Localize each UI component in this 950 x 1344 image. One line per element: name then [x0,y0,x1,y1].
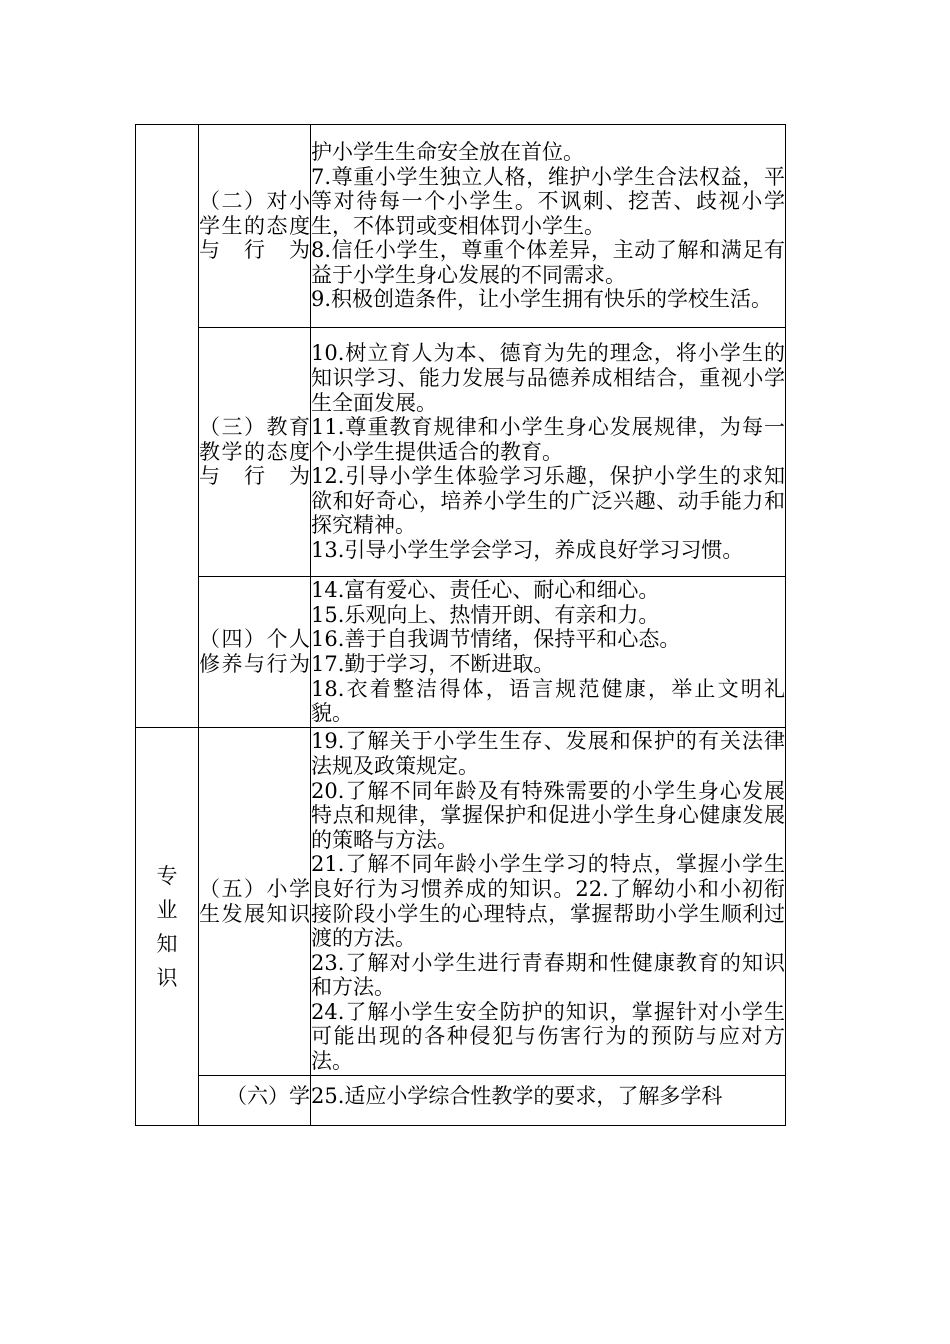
requirement-item: 24.了解小学生安全防护的知识，掌握针对小学生可能出现的各种侵犯与伤害行为的预防与应对方法。 [311,999,785,1074]
sub-dimension-cell [199,577,311,728]
requirement-item: 20.了解不同年龄及有特殊需要的小学生身心发展特点和规律，掌握保护和促进小学生身心健康发展的策略与方法。 [311,778,785,852]
table-row [136,728,786,1076]
requirements-cell [311,577,786,728]
table-row [136,1076,786,1126]
sub-dimension-cell [199,125,311,328]
table-row [136,328,786,577]
requirement-item: 8.信任小学生，尊重个体差异，主动了解和满足有益于小学生身心发展的不同需求。 [311,238,785,287]
requirements-cell [311,728,786,1076]
requirements-cell [311,328,786,577]
requirement-item: 10.树立育人为本、德育为先的理念，将小学生的知识学习、能力发展与品德养成相结合，重视小学生全面发展。 [311,341,785,415]
requirement-item: 16.善于自我调节情绪，保持平和心态。 [311,627,681,652]
sub-dimension-label: （四）个人修养与行为 [199,627,310,676]
requirement-item: 13.引导小学生学会学习，养成良好学习习惯。 [311,538,744,563]
requirement-item: 18.衣着整洁得体，语言规范健康，举止文明礼貌。 [311,676,785,726]
table-row [136,125,786,328]
dimension-label: 专业知识 [156,863,178,990]
sub-dimension-cell [199,328,311,577]
requirements-cell [311,1076,786,1126]
requirement-item: 12.引导小学生体验学习乐趣，保护小学生的求知欲和好奇心，培养小学生的广泛兴趣、动手能力和探究精神。 [311,464,785,538]
requirement-item: 护小学生生命安全放在首位。 [311,139,584,164]
sub-dimension-cell [199,728,311,1076]
requirement-item: 15.乐观向上、热情开朗、有亲和力。 [311,602,660,627]
requirement-item: 14.富有爱心、责任心、耐心和细心。 [311,578,660,603]
sub-dimension-label: （六）学 [226,1084,310,1108]
sub-dimension-label: （五）小学生发展知识 [199,876,310,926]
requirement-item: 23.了解对小学生进行青春期和性健康教育的知识和方法。 [311,950,785,1000]
requirements-cell [311,125,786,328]
requirement-item: 19.了解关于小学生生存、发展和保护的有关法律法规及政策规定。 [311,729,785,778]
dimension-cell [136,728,199,1126]
requirement-item: 21.了解不同年龄小学生学习的特点，掌握小学生良好行为习惯养成的知识。22.了解幼小和小初衔接阶段小学生的心理特点，掌握帮助小学生顺利过渡的方法。 [311,852,785,951]
requirement-item: 7.尊重小学生独立人格，维护小学生合法权益，平等对待每一个小学生。不讽刺、挖苦、歧视小学生，不体罚或变相体罚小学生。 [311,164,785,238]
requirement-item: 9.积极创造条件，让小学生拥有快乐的学校生活。 [311,287,773,312]
dimension-cell-empty [136,125,199,728]
requirement-item: 11.尊重教育规律和小学生身心发展规律，为每一个小学生提供适合的教育。 [311,415,785,464]
sub-dimension-label: （二）对小学生的态度与行为 [199,189,310,263]
sub-dimension-cell [199,1076,311,1126]
requirement-item: 25.适应小学综合性教学的要求，了解多学科 [311,1084,723,1108]
sub-dimension-label: （三）教育教学的态度与行为 [199,415,310,489]
requirement-item: 17.勤于学习，不断进取。 [311,652,555,676]
table-row [136,577,786,728]
standards-table [135,124,786,1126]
